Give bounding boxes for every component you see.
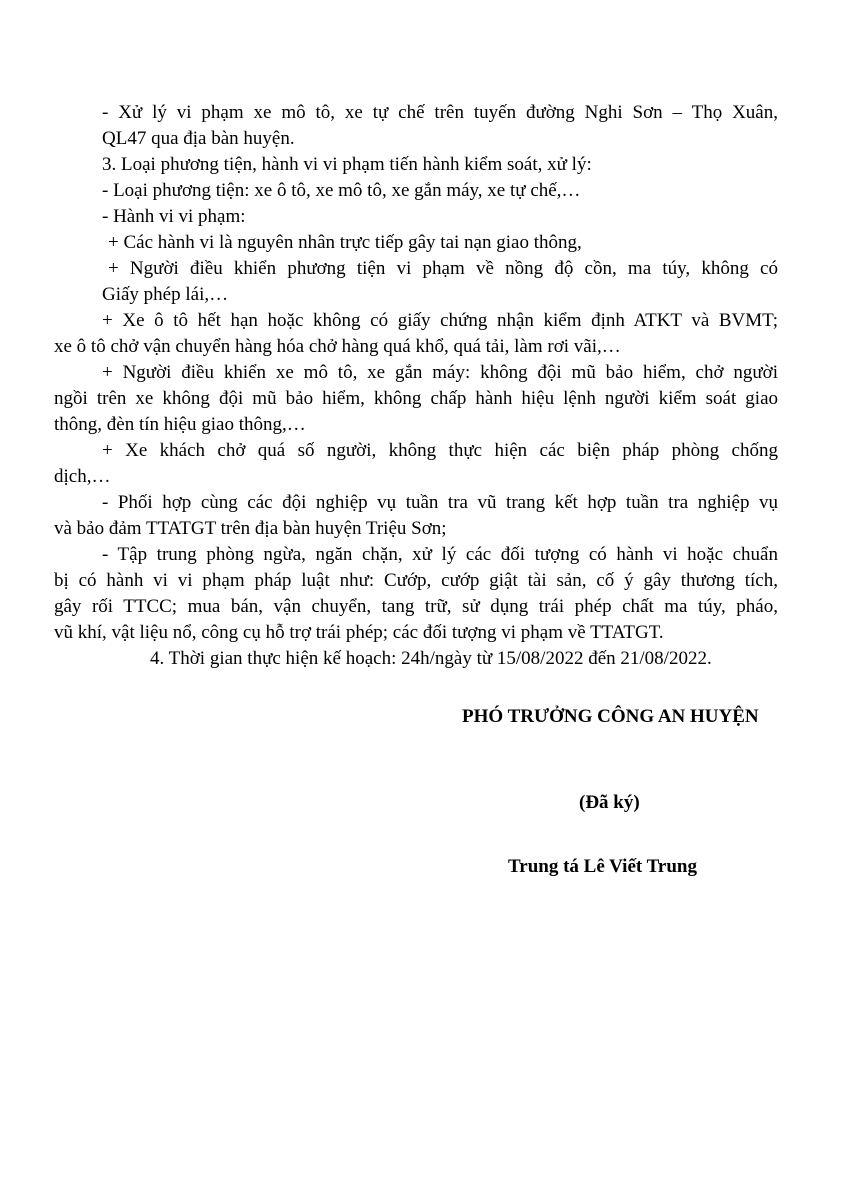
paragraph-line: + Người điều khiển phương tiện vi phạm về nồng độ cồn, ma túy, không có	[108, 258, 778, 279]
paragraph-line: + Các hành vi là nguyên nhân trực tiếp gây tai nạn giao thông,	[108, 232, 582, 253]
paragraph-line: dịch,…	[54, 466, 111, 487]
paragraph-line: - Phối hợp cùng các đội nghiệp vụ tuần tra vũ trang kết hợp tuần tra nghiệp vụ	[102, 492, 778, 513]
paragraph-line: bị có hành vi vi phạm pháp luật như: Cướp, cướp giật tài sản, cố ý gây thương tích,	[54, 570, 778, 591]
signatory-name: Trung tá Lê Viết Trung	[508, 856, 697, 877]
signature-title: PHÓ TRƯỞNG CÔNG AN HUYỆN	[462, 706, 759, 727]
paragraph-line: xe ô tô chở vận chuyển hàng hóa chở hàng quá khổ, quá tải, làm rơi vãi,…	[54, 336, 621, 357]
paragraph-line: vũ khí, vật liệu nổ, công cụ hỗ trợ trái phép; các đối tượng vi phạm về TTATGT.	[54, 622, 664, 643]
document-body	[54, 100, 778, 672]
paragraph-line: - Xử lý vi phạm xe mô tô, xe tự chế trên tuyến đường Nghi Sơn – Thọ Xuân,	[102, 102, 778, 123]
section-heading: 3. Loại phương tiện, hành vi vi phạm tiến hành kiểm soát, xử lý:	[102, 154, 592, 175]
paragraph-line: thông, đèn tín hiệu giao thông,…	[54, 414, 306, 435]
paragraph-line: - Tập trung phòng ngừa, ngăn chặn, xử lý các đối tượng có hành vi hoặc chuẩn	[102, 544, 778, 565]
paragraph-line: + Xe khách chở quá số người, không thực hiện các biện pháp phòng chống	[102, 440, 778, 461]
paragraph-line: và bảo đảm TTATGT trên địa bàn huyện Triệu Sơn;	[54, 518, 447, 539]
signature-signed-note: (Đã ký)	[579, 792, 640, 813]
paragraph-line: + Người điều khiển xe mô tô, xe gắn máy: không đội mũ bảo hiểm, chở người	[102, 362, 778, 383]
paragraph-line: - Hành vi vi phạm:	[102, 206, 246, 227]
paragraph-line: QL47 qua địa bàn huyện.	[102, 128, 295, 149]
section-heading: 4. Thời gian thực hiện kế hoạch: 24h/ngày từ 15/08/2022 đến 21/08/2022.	[150, 648, 712, 669]
paragraph-line: gây rối TTCC; mua bán, vận chuyển, tang trữ, sử dụng trái phép chất ma túy, pháo,	[54, 596, 778, 617]
paragraph-line: - Loại phương tiện: xe ô tô, xe mô tô, xe gắn máy, xe tự chế,…	[102, 180, 581, 201]
paragraph-line: ngồi trên xe không đội mũ bảo hiểm, không chấp hành hiệu lệnh người kiểm soát giao	[54, 388, 778, 409]
paragraph-line: + Xe ô tô hết hạn hoặc không có giấy chứng nhận kiểm định ATKT và BVMT;	[102, 310, 778, 331]
paragraph-line: Giấy phép lái,…	[102, 284, 229, 305]
